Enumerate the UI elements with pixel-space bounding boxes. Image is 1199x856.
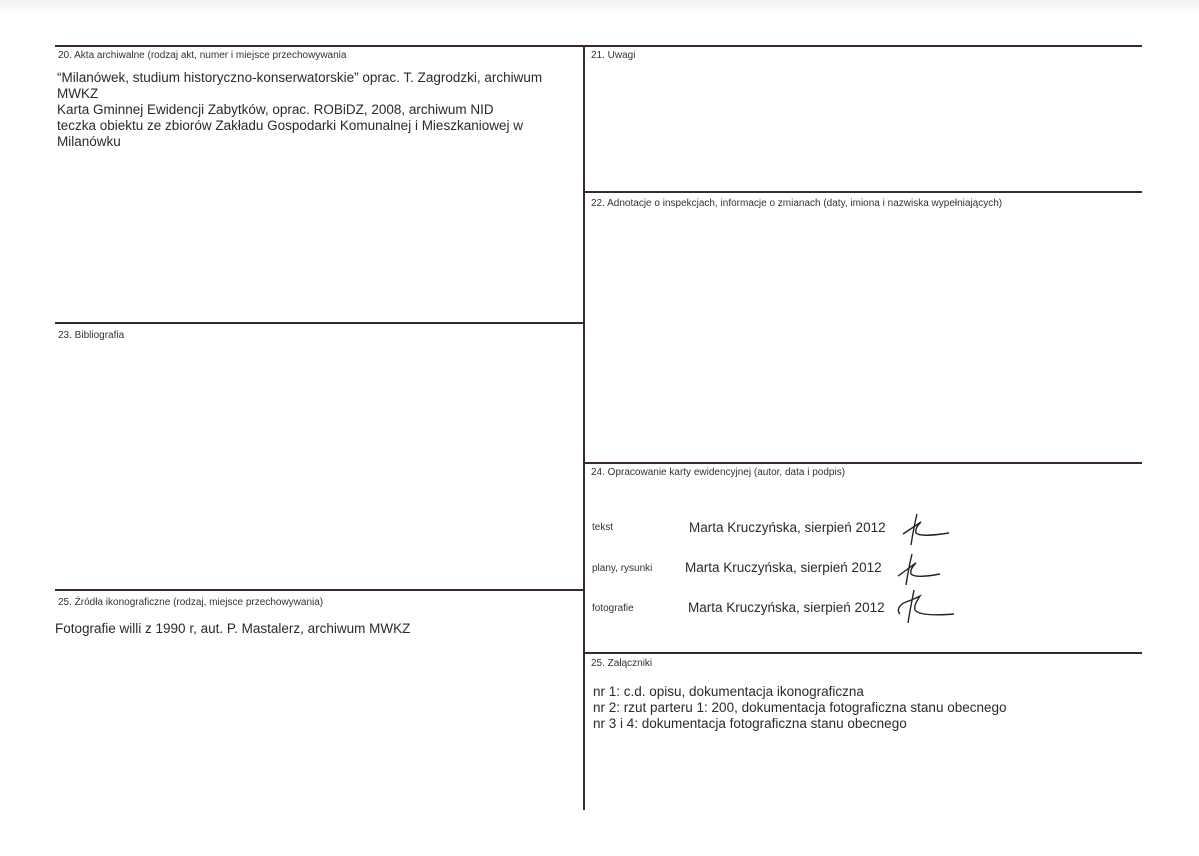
author-role: plany, rysunki	[592, 563, 653, 574]
handwritten-signature-icon	[899, 512, 951, 548]
archive-entry: teczka obiektu ze zbiorów Zakładu Gospodarki Komunalnej i Mieszkaniowej w	[57, 118, 523, 133]
author-row-text	[592, 512, 972, 552]
archive-entry: “Milanówek, studium historyczno-konserwatorskie” oprac. T. Zagrodzki, archiwum	[57, 70, 543, 85]
section-25-attachments-label: 25. Załączniki	[591, 658, 653, 669]
divider-right-22-24	[583, 462, 1142, 464]
author-row-plans	[592, 550, 972, 590]
author-row-photos	[592, 588, 972, 628]
section-24-label: 24. Opracowanie karty ewidencyjnej (autor, data i podpis)	[591, 467, 846, 478]
section-22-label: 22. Adnotacje o inspekcjach, informacje o zmianach (daty, imiona i nazwiska wypełniających)	[591, 198, 1003, 209]
section-21-label: 21. Uwagi	[591, 50, 636, 61]
divider-center	[583, 45, 585, 810]
attachment-item: nr 3 i 4: dokumentacja fotograficzna stanu obecnego	[593, 716, 907, 731]
section-20-label: 20. Akta archiwalne (rodzaj akt, numer i miejsce przechowywania	[58, 50, 347, 61]
author-name: Marta Kruczyńska, sierpień 2012	[689, 520, 886, 535]
handwritten-signature-icon	[896, 552, 944, 588]
divider-top	[55, 45, 1142, 47]
handwritten-signature-icon	[894, 588, 956, 626]
paper-edge	[0, 0, 1199, 14]
attachments-list	[593, 684, 1007, 732]
divider-left-23-25	[55, 589, 585, 591]
section-25-label: 25. Źródła ikonograficzne (rodzaj, miejsce przechowywania)	[58, 597, 324, 608]
section-25-text: Fotografie willi z 1990 r, aut. P. Mastalerz, archiwum MWKZ	[55, 621, 411, 636]
author-role: tekst	[592, 522, 614, 533]
author-name: Marta Kruczyńska, sierpień 2012	[688, 600, 885, 615]
attachment-item: nr 1: c.d. opisu, dokumentacja ikonograficzna	[593, 684, 864, 699]
archive-entry: MWKZ	[57, 86, 99, 101]
divider-left-20-23	[55, 322, 585, 324]
attachment-item: nr 2: rzut parteru 1: 200, dokumentacja fotograficzna stanu obecnego	[593, 700, 1007, 715]
archive-entry: Karta Gminnej Ewidencji Zabytków, oprac. ROBiDZ, 2008, archiwum NID	[57, 102, 494, 117]
author-name: Marta Kruczyńska, sierpień 2012	[685, 560, 882, 575]
section-23-label: 23. Bibliografia	[58, 330, 125, 341]
divider-right-24-25	[583, 652, 1142, 654]
section-20-entries	[57, 70, 577, 150]
author-role: fotografie	[592, 603, 634, 614]
divider-right-21-22	[583, 191, 1142, 193]
archive-entry: Milanówku	[57, 134, 121, 149]
